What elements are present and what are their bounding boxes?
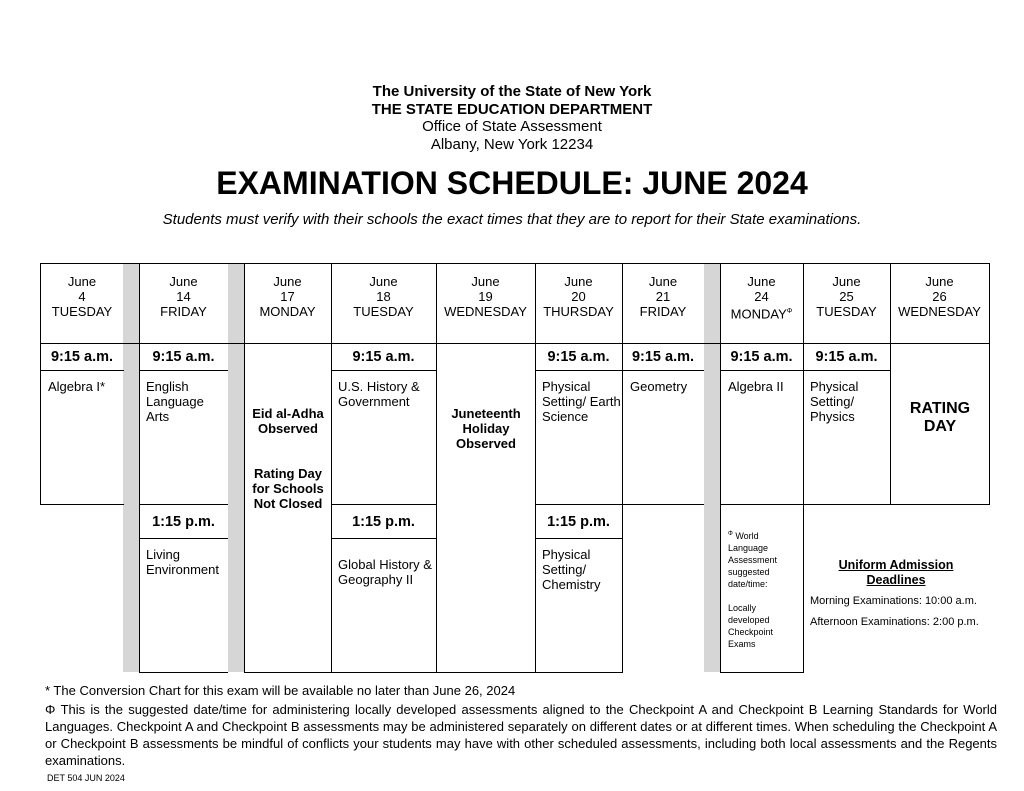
header-weekday: WEDNESDAY: [898, 304, 981, 319]
header-month: June: [67, 274, 97, 289]
world-language-note-line2: Locally developed Checkpoint Exams: [728, 603, 774, 649]
exam-us-history: U.S. History & Government: [338, 379, 420, 409]
grid-line: [535, 370, 704, 371]
header-day: 24: [754, 289, 769, 304]
exam-physics: Physical Setting/ Physics: [810, 379, 859, 424]
uniform-morning: Morning Examinations: 10:00 a.m.: [810, 595, 977, 607]
column-header-jun20: [535, 274, 622, 319]
time-afternoon: 1:15 p.m.: [152, 514, 215, 530]
header-weekday: FRIDAY: [639, 304, 687, 319]
phi-mark: Φ: [786, 308, 793, 315]
grid-line: [244, 672, 622, 673]
column-header-jun14: [139, 274, 228, 319]
header-day: 4: [78, 289, 86, 304]
exam-algebra-i: Algebra I*: [48, 379, 106, 394]
phi-mark: Φ: [728, 531, 733, 537]
time-morning: 9:15 a.m.: [730, 349, 793, 365]
header-weekday: MONDAY: [730, 306, 787, 322]
time-morning: 9:15 a.m.: [547, 349, 610, 365]
header-day: 21: [655, 289, 671, 304]
exam-earth-science: Physical Setting/ Earth Science: [542, 379, 621, 424]
time-afternoon: 1:15 p.m.: [547, 514, 610, 530]
column-header-jun26: [890, 274, 989, 319]
grid-line: [720, 370, 890, 371]
grid-line: [989, 263, 990, 505]
header-day: 14: [176, 289, 191, 304]
eid-al-adha-note: Eid al-Adha Observed: [252, 406, 324, 436]
header-weekday: TUESDAY: [816, 304, 877, 319]
document-code: DET 504 JUN 2024: [47, 773, 125, 783]
grid-line: [139, 370, 228, 371]
grid-line: [40, 504, 124, 505]
grid-line: [40, 370, 124, 371]
header-month: June: [747, 274, 776, 289]
time-afternoon: 1:15 p.m.: [352, 514, 415, 530]
time-morning: 9:15 a.m.: [50, 349, 114, 365]
separator-gray: [228, 263, 244, 672]
grid-line: [803, 263, 804, 673]
header-month: June: [564, 274, 593, 289]
header-university: The University of the State of New York: [372, 83, 652, 100]
exam-living-environment: Living Environment: [146, 547, 219, 577]
exam-geometry: Geometry: [630, 379, 688, 394]
grid-line: [622, 263, 623, 673]
time-morning: 9:15 a.m.: [815, 349, 878, 365]
grid-line: [331, 370, 436, 371]
header-day: 17: [280, 289, 295, 304]
header-day: 18: [376, 289, 391, 304]
grid-line: [535, 504, 704, 505]
header-month: June: [169, 274, 198, 289]
juneteenth-note: Juneteenth Holiday Observed: [451, 406, 521, 451]
uniform-admission-title: Uniform Admission Deadlines: [838, 558, 954, 587]
grid-line: [244, 263, 245, 673]
column-header-jun21: [622, 274, 704, 319]
column-header-jun19: [436, 274, 535, 319]
separator-gray: [704, 263, 720, 672]
time-morning: 9:15 a.m.: [631, 349, 695, 365]
exam-global-history: Global History & Geography II: [338, 557, 432, 587]
grid-line: [139, 538, 228, 539]
header-day: 26: [932, 289, 947, 304]
grid-line: [720, 263, 721, 673]
uniform-afternoon: Afternoon Examinations: 2:00 p.m.: [810, 616, 979, 628]
header-weekday-wrap: [720, 304, 803, 321]
header-office: Office of State Assessment: [422, 118, 602, 135]
header-month: June: [648, 274, 678, 289]
grid-line: [331, 504, 436, 505]
header-month: June: [471, 274, 500, 289]
grid-line: [720, 672, 803, 673]
world-language-note-line1: [728, 528, 800, 590]
world-language-note: [728, 528, 800, 650]
rating-day-label: RATING DAY: [909, 400, 971, 435]
header-month: June: [925, 274, 954, 289]
grid-line: [535, 263, 536, 673]
header-weekday: TUESDAY: [353, 304, 414, 319]
header-day: 19: [478, 289, 493, 304]
separator-gray: [123, 263, 139, 672]
header-weekday: TUESDAY: [51, 304, 113, 319]
header-weekday: FRIDAY: [160, 304, 207, 319]
grid-line: [139, 263, 140, 673]
column-header-jun24: [720, 274, 803, 321]
time-morning: 9:15 a.m.: [152, 349, 215, 365]
grid-line: [331, 263, 332, 673]
exam-chemistry: Physical Setting/ Chemistry: [542, 547, 601, 592]
column-header-jun4: [40, 274, 124, 319]
column-header-jun25: [803, 274, 890, 319]
grid-line: [535, 538, 622, 539]
header-weekday: WEDNESDAY: [444, 304, 527, 319]
header-day: 20: [571, 289, 586, 304]
page-subtitle: Students must verify with their schools the exact times that they are to report for their State examinations.: [162, 211, 862, 228]
grid-line: [40, 263, 990, 264]
column-header-jun17: [244, 274, 331, 319]
header-weekday: THURSDAY: [543, 304, 614, 319]
header-weekday: MONDAY: [259, 304, 316, 319]
page-title: EXAMINATION SCHEDULE: JUNE 2024: [216, 165, 808, 201]
header-month: June: [369, 274, 398, 289]
grid-line: [436, 263, 437, 673]
exam-english-language-arts: English Language Arts: [146, 379, 204, 424]
header-month: June: [832, 274, 861, 289]
grid-line: [139, 504, 228, 505]
header-department: THE STATE EDUCATION DEPARTMENT: [371, 101, 653, 118]
grid-line: [331, 538, 436, 539]
grid-line: [720, 504, 990, 505]
footnote-phi: Φ This is the suggested date/time for administering locally developed assessments aligned to the Checkpoint A and Checkpoint B Learning Standards for World Languages. Checkpoint A and Checkpoint B assessments may be administered separately on different dates or at different times. When scheduling the Checkpoint A or Checkpoint B assessments be mindful of conflicts your students may have with other scheduled assessments, including both local assessments and the Regents examinations.: [45, 702, 997, 768]
exam-algebra-ii: Algebra II: [728, 379, 784, 394]
grid-line: [139, 672, 228, 673]
header-day: 25: [839, 289, 854, 304]
header-address: Albany, New York 12234: [430, 136, 594, 153]
footnote-star: * The Conversion Chart for this exam will be available no later than June 26, 2024: [45, 683, 516, 698]
world-language-note-text: World Language Assessment suggested date/time:: [728, 531, 778, 589]
column-header-jun18: [331, 274, 436, 319]
time-morning: 9:15 a.m.: [352, 349, 415, 365]
rating-day-schools-note: Rating Day for Schools Not Closed: [252, 466, 324, 511]
header-month: June: [273, 274, 302, 289]
